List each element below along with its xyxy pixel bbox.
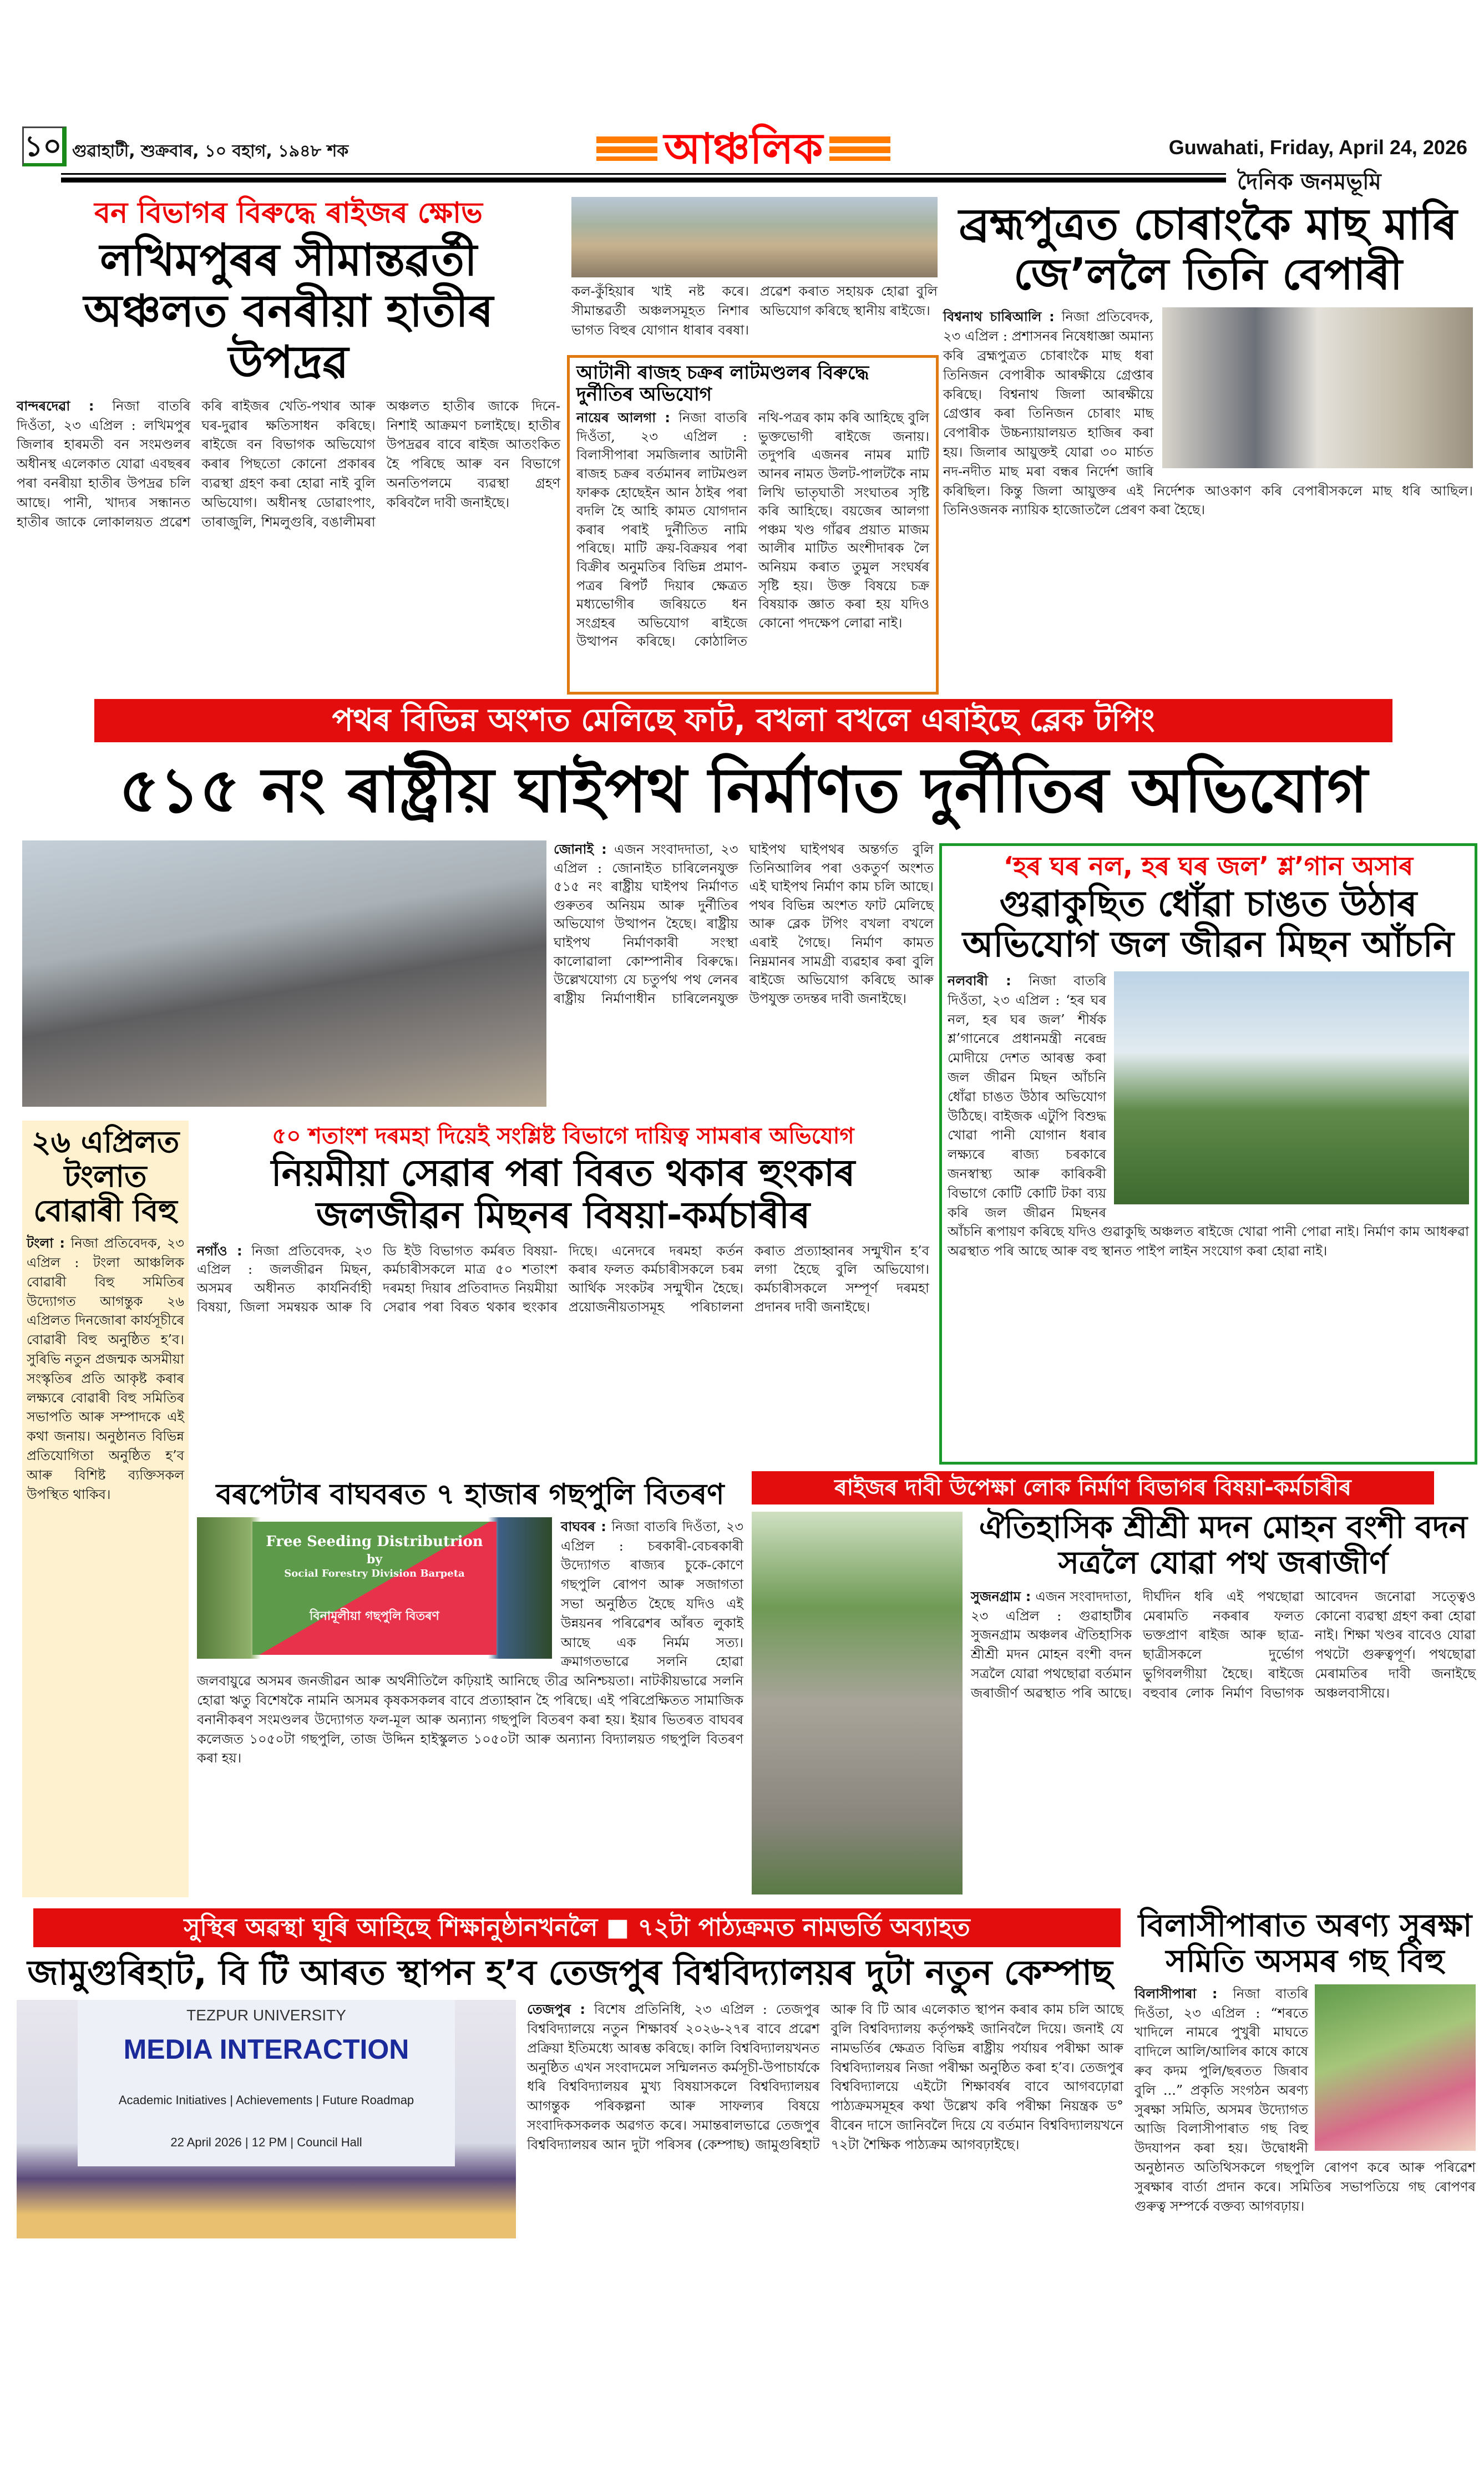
headline: জামুগুৰিহাট, বি টি আৰত স্থাপন হ’ব তেজপুৰ বিশ্ববিদ্যালয়ৰ দুটা নতুন কেম্পাছ [27,1952,1113,1993]
headline: ২৬ এপ্ৰিলত টংলাত বোৱাৰী বিহু [31,1124,180,1229]
photo-broken-road [752,1512,963,1894]
caption-text: কল-কুঁহিয়াৰ খাই নষ্ট কৰে। সীমান্তৱৰ্তী অঞ্চলসমূহত নিশাৰ ভাগত বিহুৰ যোগান ধাৰাৰ বৰষা। প্ৰৱেশ কৰাত সহায়ক হোৱা বুলি অভিযোগ কৰিছে স্থানীয় ৰাইজে। [571,283,938,338]
headline-road: ৫১৫ নং ৰাষ্ট্ৰীয় ঘাইপথ নিৰ্মাণত দুৰ্নীতিৰ অভিযোগ [119,754,1368,827]
page-number: ১০ [24,130,62,163]
headline: বিলাসীপাৰাত অৰণ্য সুৰক্ষা সমিতি অসমৰ গছ বিহু [1138,1908,1472,1980]
masthead-rule-thick [61,178,1226,183]
article-body [576,409,929,651]
article-fish [943,191,1473,691]
article-barpeta [197,1478,743,1903]
body-text: নিজা প্ৰতিবেদক, ২৩ এপ্ৰিল : প্ৰশাসনৰ নিষেধাজ্ঞা অমান্য কৰি ব্ৰহ্মপুত্ৰত চোৰাংকৈ মাছ ধৰা তিনিজন বেপাৰীক আৰক্ষীয়ে গ্ৰেপ্তাৰ কৰিছে। বিশ্বনাথ জিলা আৰক্ষীয়ে গ্ৰেপ্তাৰ কৰা তিনিজন চোৰাং মাছ বেপাৰীক উচ্চন্যায়ালয়ত হাজিৰ কৰা হয়। জিলাৰ আয়ুক্তই যোৱা ৩০ মাৰ্চত নদ-নদীত মাছ মৰা বন্ধৰ নিৰ্দেশ জাৰি কৰিছিল। কিন্তু জিলা আয়ুক্তৰ এই নিৰ্দেশক আওকাণ কৰি বেপাৰীসকলে মাছ ধৰি আছিল। তিনিওজনক ন্যায়িক হাজোতলৈ প্ৰেৰণ কৰা হৈছে। [943,309,1473,518]
banner-tezpur [33,1908,1121,1947]
headline: আটানী ৰাজহ চক্ৰৰ লাটমণ্ডলৰ বিৰুদ্ধে দুৰ্নীতিৰ অভিযোগ [576,362,869,406]
distribution-banner [252,1522,497,1655]
label-pwd: ৰাইজৰ দাবী উপেক্ষা লোক নিৰ্মাণ বিভাগৰ বিষয়া-কৰ্মচাৰীৰ [752,1471,1434,1504]
body-text: নিজা বাতৰি দিওঁতা, ২৩ এপ্ৰিল : ‘হৰ ঘৰ নল, হৰ ঘৰ জল’ শীৰ্ষক শ্ল’গানেৰে প্ৰধানমন্ত্ৰী নৰেন্দ্ৰ মোদীয়ে দেশত আৰম্ভ কৰা জল জীৱন মিছন আঁচনি ধোঁৱা চাঙত উঠাৰ অভিযোগ উঠিছে। বাইজক এটুপি বিশুদ্ধ খোৱা পানী যোগান ধৰাৰ লক্ষ্যৰে ৰাজ্য চৰকাৰে জনস্বাস্থ্য আৰু কাৰিকৰী বিভাগে কোটি কোটি টকা ব্যয় কৰি জল জীৱন মিছনৰ আঁচনি ৰূপায়ণ কৰিছে যদিও গুৱাকুছি অঞ্চলত ৰাইজে খোৱা পানী পোৱা নাই। নিৰ্মাণ কাম আধৰুৱা অৱস্থাত পৰি আছে আৰু বহু স্থানত পাইপ লাইন সংযোগ কৰা হোৱা নাই। [948,973,1469,1259]
backdrop-text: TEZPUR UNIVERSITY [186,2007,346,2024]
date-local: গুৱাহাটী, শুক্ৰবাৰ, ১০ বহাগ, ১৯৪৮ শক [72,141,349,161]
dateline: নলবাৰী : [948,973,1011,989]
headline: বৰপেটাৰ বাঘবৰত ৭ হাজাৰ গছপুলি বিতৰণ [216,1478,725,1511]
dateline: নায়েৰ আলগা : [576,410,670,426]
backdrop-text: 22 April 2026 | 12 PM | Council Hall [170,2135,362,2150]
banner-left: সুস্থিৰ অৱস্থা ঘূৰি আহিছে শিক্ষানুষ্ঠানখনলৈ [184,1913,598,1942]
article-elephant [17,191,560,691]
body-text: নিজা বাতৰি দিওঁতা, ২৩ এপ্ৰিল : লখিমপুৰ জিলাৰ হাৰমতী বন সংমণ্ডলৰ অধীনস্থ এলেকাত যোৱা এবছৰৰ পৰা বনৰীয়া হাতীৰ উপদ্ৰৱ চলি আছে। পানী, খাদ্যৰ সন্ধানত হাতীৰ জাকে লোকালয়ত প্ৰৱেশ কৰি ৰাইজৰ খেতি-পথাৰ আৰু ঘৰ-দুৱাৰ ক্ষতিসাধন কৰিছে। ৰাইজে বন বিভাগক অভিযোগ কৰাৰ পিছতো কোনো প্ৰকাৰৰ ব্যৱস্থা গ্ৰহণ কৰা হোৱা নাই বুলি অভিযোগ। অধীনস্থ ডোৱাংপাং, তাৰাজুলি, শিমলুগুৰি, বঙালীমৰা অঞ্চলত হাতীৰ জাকে দিনে-নিশাই আক্ৰমণ চলাইছে। হাতীৰ উপদ্ৰৱৰ বাবে ৰাইজ আতংকিত হৈ পৰিছে আৰু বন বিভাগে অনতিপলমে ব্যৱস্থা গ্ৰহণ কৰিবলৈ দাবী জনাইছে। [17,398,560,530]
article-body [197,1517,743,1768]
banner-road: পথৰ বিভিন্ন অংশত মেলিছে ফাট, বখলা বখলে এৰাইছে ব্লেক টপিং [94,699,1392,742]
masthead-rule [61,173,1226,175]
dateline: বিলাসীপাৰা : [1134,1985,1218,2002]
banner-right: ৭২টা পাঠ্যক্ৰমত নামভৰ্তি অব্যাহত [637,1913,970,1942]
article-staff [197,1123,929,1467]
dateline: তেজপুৰ : [527,2002,586,2018]
dateline: বাঘবৰ : [561,1518,606,1534]
article-body [948,971,1469,1261]
kicker: বন বিভাগৰ বিৰুদ্ধে ৰাইজৰ ক্ষোভ [94,196,483,230]
article-road-body [554,840,934,1115]
dateline: নগাঁও : [197,1243,242,1259]
photo-road [22,840,546,1107]
square-icon: ■ [606,1913,630,1942]
article-body [943,307,1473,520]
date-english: Guwahati, Friday, April 24, 2026 [1168,136,1467,159]
photo-seedling-distribution [197,1517,552,1659]
body-text: নিজা বাতৰি দিওঁতা, ২৩ এপ্ৰিল : বিলাসীপাৰা সমজিলাৰ আটানী ৰাজহ চক্ৰৰ বৰ্তমানৰ লাটমণ্ডল ফাৰুক হোছেইন আন ঠাইৰ পৰা বদলি হৈ আহি কামত যোগদান কৰাৰ পৰাই দুৰ্নীতিত নামি পৰিছে। মাটি ক্ৰয়-বিক্ৰয়ৰ পৰা বিক্ৰীৰ অনুমতিৰ বিভিন্ন প্ৰমাণ-পত্ৰৰ ৰিপৰ্ট দিয়াৰ ক্ষেত্ৰত মধ্যভোগীৰ জৰিয়তে ধন সংগ্ৰহৰ অভিযোগ ৰাইজে উত্থাপন কৰিছে। কোঠালিত নথি-পত্ৰৰ কাম কৰি আহিছে বুলি ভুক্তভোগী ৰাইজে জনায়। তদুপৰি এজনৰ নামৰ মাটি আনৰ নামত উলট-পালটকৈ নাম লিখি ভাতৃঘাতী সংঘাতৰ সৃষ্টি কৰি আহিছে। বয়জেৰ আলগা পঞ্চম খণ্ড গাঁৱৰ প্ৰয়াত মাজম আলীৰ মাটিত অংশীদাৰক লৈ অনিয়ম কৰাত তুমুল সংঘৰ্ষৰ সৃষ্টি হয়। উক্ত বিষয়ে চক্ৰ বিষয়াক জ্ঞাত কৰা হয় যদিও কোনো পদক্ষেপ লোৱা নাই। [576,410,929,650]
article-atni-box [567,355,939,695]
article-body [527,2000,1123,2154]
article-body [197,1242,929,1316]
body-text: এজন সংবাদদাতা, ২৩ এপ্ৰিল : জোনাইত চাৰিলেনযুক্ত ৫১৫ নং ৰাষ্ট্ৰীয় ঘাইপথ নিৰ্মাণত গুৰুতৰ অনিয়ম আৰু দুৰ্নীতিৰ অভিযোগ উত্থাপন হৈছে। ৰাষ্ট্ৰীয় ঘাইপথ নিৰ্মাণকাৰী সংস্থা কালোৱালা কোম্পানীৰ বিৰুদ্ধে। উল্লেখযোগ্য যে চতুৰ্পথ পথ লেনৰ ৰাষ্ট্ৰীয় নিৰ্মাণাধীন চাৰিলেনযুক্ত ঘাইপথ ঘাইপথৰ অন্তৰ্গত বুলি তিনিআলিৰ পৰা ওকতুৰ্ণ অংশত এই ঘাইপথ নিৰ্মাণ কাম চলি আছে। পথৰ বিভিন্ন অংশত ফাট মেলিছে আৰু ব্লেক টপিং বখলা বখলে এৰাই গৈছে। নিৰ্মাণ কামত নিম্নমানৰ সামগ্ৰী ব্যৱহাৰ কৰা বুলি ৰাইজে অভিযোগ কৰিছে আৰু উপযুক্ত তদন্তৰ দাবী জনাইছে। [554,842,934,1006]
article-forest [1134,1908,1476,2460]
kicker: ‘হৰ ঘৰ নল, হৰ ঘৰ জল’ শ্ল’গান অসাৰ [1003,851,1414,881]
logo-text: আঞ্চলিক [664,124,823,173]
body-text: নিজা প্ৰতিবেদক, ২৩ এপ্ৰিল : জলজীৱন মিছন, অসমৰ অধীনত কাৰ্যনিৰ্বাহী বিষয়া, জিলা সমন্বয়ক আৰু বি ডি ইউ বিভাগত কৰ্মৰত বিষয়া-কৰ্মচাৰীসকলে মাত্ৰ ৫০ শতাংশ দৰমহা দিয়াৰ প্ৰতিবাদত নিয়মীয়া সেৱাৰ পৰা বিৰত থকাৰ হুংকাৰ দিছে। এনেদৰে দৰমহা কৰ্তন কৰাৰ ফলত কৰ্মচাৰীসকলে চৰম আৰ্থিক সংকটৰ সন্মুখীন হৈছে। প্ৰয়োজনীয়তাসমূহ পৰিচালনা কৰাত প্ৰত্যাহ্বানৰ সন্মুখীন হ’ব লগা হৈছে বুলি অভিযোগ। কৰ্মচাৰীসকলে সম্পূৰ্ণ দৰমহা প্ৰদানৰ দাবী জনাইছে। [197,1243,929,1315]
dateline: বান্দৰদেৱা : [17,398,94,414]
body-text: বিশেষ প্ৰতিনিধি, ২৩ এপ্ৰিল : তেজপুৰ বিশ্ববিদ্যালয়ে নতুন শিক্ষাবৰ্ষ ২০২৬-২৭ৰ বাবে প্ৰৱেশ প্ৰক্ৰিয়া ইতিমধ্যে আৰম্ভ কৰিছে। কালি বিশ্ববিদ্যালয়খনত অনুষ্ঠিত এখন সংবাদমেল সন্মিলনত কৰ্মসূচী-উপাচাৰ্যকে ধৰি বিশ্ববিদ্যালয়ৰ মুখ্য বিষয়াসকলে বিশ্ববিদ্যালয়ৰ আগন্তুক পৰিকল্পনা আৰু সাফল্যৰ বিষয়ে সংবাদিকসকলক অৱগত কৰে। সমান্তৰালভাৱে তেজপুৰ বিশ্ববিদ্যালয়ৰ আন দুটা পৰিসৰ (কেম্পাছ) জামুগুৰিহাট আৰু বি টি আৰ এলেকাত স্থাপন কৰাৰ কাম চলি আছে বুলি বিশ্ববিদ্যালয় কৰ্তৃপক্ষই জানিবলৈ দিয়ে। জনাই যে নামভৰ্তিৰ ক্ষেত্ৰত বিভিন্ন ৰাষ্ট্ৰীয় পৰ্যায়ৰ পৰীক্ষা আৰু বিশ্ববিদ্যালয়ৰ নিজা পৰীক্ষা অনুষ্ঠিত কৰা হ’ব। তেজপুৰ বিশ্ববিদ্যালয়ে এইটো শিক্ষাবৰ্ষৰ বাবে আগবঢ়োৱা পাঠ্যক্ৰমসমূহৰ কথা উল্লেখ কৰি পৰীক্ষা নিয়ন্ত্ৰক ড° বীৰেন দাসে জানিবলৈ দিয়ে যে বৰ্তমান বিশ্ববিদ্যালয়খনে ৭২টা শৈক্ষিক পাঠ্যক্ৰম আগবঢ়াইছে। [527,2002,1123,2152]
banner-text: by [366,1552,383,1567]
dateline: সুজনগ্ৰাম : [971,1588,1031,1604]
article-water-box [939,843,1477,1465]
headline: গুৱাকুছিত ধোঁৱা চাঙত উঠাৰ অভিযোগ জল জীৱন মিছন আঁচনি [962,883,1455,966]
photo-caption [571,282,938,351]
article-body [971,1587,1476,1703]
headline: ঐতিহাসিক শ্ৰীশ্ৰী মদন মোহন বংশী বদন সত্ৰলৈ যোৱা পথ জৰাজীৰ্ণ [979,1509,1468,1582]
article-body [17,397,560,532]
kicker: ৫০ শতাংশ দৰমহা দিয়েই সংশ্লিষ্ট বিভাগে দায়িত্ব সামৰাৰ অভিযোগ [272,1123,854,1149]
headline: লখিমপুৰৰ সীমান্তৱৰ্তী অঞ্চলত বনৰীয়া হাতীৰ উপদ্ৰৱ [83,234,494,388]
dateline: বিশ্বনাথ চাৰিআলি : [943,309,1055,325]
article-bihu [22,1121,189,1897]
dateline: জোনাই : [554,842,607,857]
article-tezpur [17,1953,1123,2460]
banner-text: Social Forestry Division Barpeta [284,1568,465,1580]
dateline: টংলা : [27,1235,65,1252]
body-text: এজন সংবাদদাতা, ২৩ এপ্ৰিল : গুৱাহাটীৰ সুজনগ্ৰাম অঞ্চলৰ ঐতিহাসিক শ্ৰীশ্ৰী মদন মোহন বংশী বদন সত্ৰলৈ যোৱা পথছোৱা বৰ্তমান জৰাজীৰ্ণ অৱস্থাত পৰি আছে। দীৰ্ঘদিন ধৰি এই পথছোৱা মেৰামতি নকৰাৰ ফলত ভক্তপ্ৰাণ ৰাইজ আৰু ছাত্ৰ-ছাত্ৰীসকলে দুৰ্ভোগ ভুগিবলগীয়া হৈছে। ৰাইজে বহুবাৰ লোক নিৰ্মাণ বিভাগক আবেদন জনোৱা সত্ত্বেও কোনো ব্যৱস্থা গ্ৰহণ কৰা হোৱা নাই। শিক্ষা খণ্ডৰ বাবেও যোৱা পথটো গুৰুত্বপূৰ্ণ। পথছোৱা মেৰামতিৰ দাবী জনাইছে অঞ্চলবাসীয়ে। [971,1588,1476,1701]
photo-arrest [1162,307,1473,468]
headline: ব্ৰহ্মপুত্ৰত চোৰাংকৈ মাছ মাৰি জে’ললৈ তিনি বেপাৰী [959,200,1457,300]
headline: নিয়মীয়া সেৱাৰ পৰা বিৰত থকাৰ হুংকাৰ জলজীৱন মিছনৰ বিষয়া-কৰ্মচাৰীৰ [271,1152,855,1237]
photo-water-tank [1114,971,1469,1204]
body-text: নিজা বাতৰি দিওঁতা, ২৩ এপ্ৰিল : “শৰতে খাদিলে নামৰে পুখুৰী মাঘতে বাদিলে আলি/আলিৰ কাষে কাষে ৰুব কদম পুলি/ছৰতত জিৰাব বুলি ...” প্ৰকৃতি সংগঠন অৰণ্য সুৰক্ষা সমিতি, অসমৰ উদ্যোগত আজি বিলাসীপাৰাত গছ বিহু উদযাপন কৰা হয়। উদ্বোধনী অনুষ্ঠানত অতিথিসকলে গছপুলি ৰোপণ কৰে আৰু পৰিৱেশ সুৰক্ষাৰ বাৰ্তা প্ৰদান কৰে। সমিতিৰ সভাপতিয়ে গছ ৰোপণৰ গুৰুত্ব সম্পৰ্কে বক্তব্য আগবঢ়ায়। [1134,1985,1476,2214]
article-body [27,1234,184,1504]
article-body [1134,1984,1476,2216]
banner-text: Free Seeding Distributrion [266,1533,483,1550]
masthead-logo [555,126,932,171]
banner-text: বিনামূলীয়া গছপুলি বিতৰণ [310,1608,439,1623]
photo-media-interaction [17,2000,516,2238]
article-madan [971,1510,1476,1898]
media-backdrop [78,2000,455,2166]
photo-tree-planting [1315,1984,1476,2151]
photo-damaged-house [571,197,938,277]
body-text: নিজা প্ৰতিবেদক, ২৩ এপ্ৰিল : টংলা আঞ্চলিক বোৱাৰী বিহু সমিতিৰ উদ্যোগত আগন্তুক ২৬ এপ্ৰিলত দিনজোৰা কাৰ্যসূচীৰে বোৱাৰী বিহু অনুষ্ঠিত হ’ব। সুৰিভি নতুন প্ৰজন্মক অসমীয়া সংস্কৃতিৰ প্ৰতি আকৃষ্ট কৰাৰ লক্ষ্যৰে বোৱাৰী বিহু সমিতিৰ সভাপতি আৰু সম্পাদকে এই কথা জনায়। অনুষ্ঠানত বিভিন্ন প্ৰতিযোগিতা অনুষ্ঠিত হ’ব আৰু বিশিষ্ট ব্যক্তিসকল উপস্থিত থাকিব। [27,1235,184,1502]
body-text: নিজা বাতৰি দিওঁতা, ২৩ এপ্ৰিল : চৰকাৰী-বেচৰকাৰী উদ্যোগত ৰাজ্যৰ চুকে-কোণে গছপুলি ৰোপণ আৰু সজাগতা সভা অনুষ্ঠিত হৈছে যদিও এই উন্নয়নৰ পৰিৱেশৰ আঁৰত লুকাই আছে এক নিৰ্মম সত্য। ক্ৰমাগতভাৱে সলনি হোৱা জলবায়ুৱে অসমৰ জনজীৱন আৰু অৰ্থনীতিলৈ কঢ়িয়াই আনিছে তীব্ৰ অনিশ্চয়তা। নাটকীয়ভাৱে সলনি হোৱা ঋতু বিশেষকৈ নামনি অসমৰ কৃষকসকলৰ বাবে প্ৰত্যাহ্বান হৈ পৰিছে। এই পৰিপ্ৰেক্ষিতত সামাজিক বনানীকৰণ সংমণ্ডলৰ উদ্যোগত ফল-মূল আৰু অন্যান্য গছপুলি বিতৰণ কৰা হয়। ইয়াৰ ভিতৰত বাঘবৰ কলেজত ১০৫০টা গছপুলি, তাজ উদ্দিন হাইস্কুলত ১০৫০টা আৰু অন্যান্য বিদ্যালয়ত গছপুলি বিতৰণ কৰা হয়। [197,1518,743,1766]
backdrop-text: Academic Initiatives | Achievements | Future Roadmap [118,2093,414,2108]
paper-name: দৈনিক জনমভূমি [1237,169,1381,195]
backdrop-text: MEDIA INTERACTION [123,2034,409,2065]
page-number-box [22,126,67,166]
